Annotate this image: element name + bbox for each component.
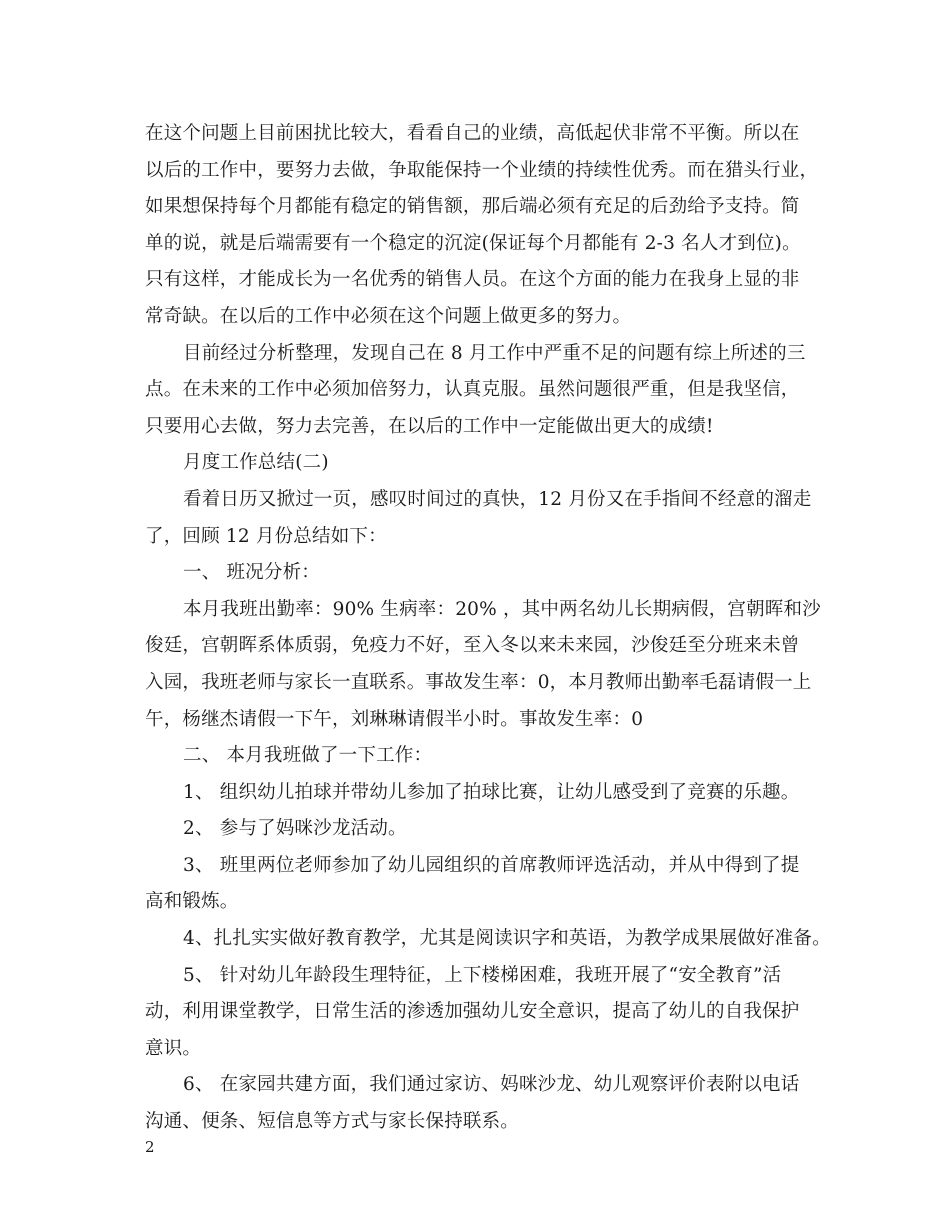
text-line: 本月我班出勤率：90% 生病率：20% ，其中两名幼儿长期病假，宫朝晖和沙 xyxy=(183,598,821,620)
text-line: 单的说，就是后端需要有一个稳定的沉淀(保证每个月都能有 2-3 名人才到位)。 xyxy=(145,232,801,254)
list-item: 4、扎扎实实做好教育教学，尤其是阅读识字和英语，为教学成果展做好准备。 xyxy=(183,928,831,950)
text-line: 常奇缺。在以后的工作中必须在这个问题上做更多的努力。 xyxy=(145,305,632,327)
text-line: 点。在未来的工作中必须加倍努力，认真克服。虽然问题很严重，但是我坚信， xyxy=(145,379,800,401)
list-item: 3、 班里两位老师参加了幼儿园组织的首席教师评选活动，并从中得到了提 xyxy=(183,854,800,876)
text-line: 以后的工作中，要努力去做，争取能保持一个业绩的持续性优秀。而在猎头行业， xyxy=(145,159,819,181)
text-line: 只有这样，才能成长为一名优秀的销售人员。在这个方面的能力在我身上显的非 xyxy=(145,269,800,291)
list-item: 1、 组织幼儿拍球并带幼儿参加了拍球比赛，让幼儿感受到了竞赛的乐趣。 xyxy=(183,781,800,803)
text-line: 高和锻炼。 xyxy=(145,891,239,913)
text-line: 只要用心去做，努力去完善，在以后的工作中一定能做出更大的成绩! xyxy=(145,415,714,437)
page-number: 2 xyxy=(145,1138,155,1156)
text-line: 目前经过分析整理，发现自己在 8 月工作中严重不足的问题有综上所述的三 xyxy=(183,342,806,364)
text-line: 看着日历又掀过一页，感叹时间过的真快，12 月份又在手指间不经意的溜走 xyxy=(183,488,812,510)
text-line: 俊廷，宫朝晖系体质弱，免疫力不好，至入冬以来未来园，沙俊廷至分班来未曾 xyxy=(145,635,800,657)
section-title: 月度工作总结(二) xyxy=(183,452,329,474)
text-line: 在这个问题上目前困扰比较大，看看自己的业绩，高低起伏非常不平衡。所以在 xyxy=(145,123,800,144)
section-heading: 二、 本月我班做了一下工作： xyxy=(183,745,433,767)
text-line: 动，利用课堂教学，日常生活的渗透加强幼儿安全意识，提高了幼儿的自我保护 xyxy=(145,1001,800,1023)
text-line: 沟通、便条、短信息等方式与家长保持联系。 xyxy=(145,1111,520,1133)
text-line: 如果想保持每个月都能有稳定的销售额，那后端必须有充足的后劲给予支持。简 xyxy=(145,196,800,218)
list-item: 5、 针对幼儿年龄段生理特征，上下楼梯困难，我班开展了“安全教育”活 xyxy=(183,964,782,986)
document-body xyxy=(145,116,831,1141)
text-line: 入园，我班老师与家长一直联系。事故发生率：0，本月教师出勤率毛磊请假一上 xyxy=(145,671,812,693)
text-line: 意识。 xyxy=(145,1037,202,1059)
list-item: 2、 参与了妈咪沙龙活动。 xyxy=(183,818,407,840)
list-item: 6、 在家园共建方面，我们通过家访、妈咪沙龙、幼儿观察评价表附以电话 xyxy=(183,1074,800,1096)
text-line: 午，杨继杰请假一下午，刘琳琳请假半小时。事故发生率：0 xyxy=(145,708,644,730)
text-line: 了，回顾 12 月份总结如下： xyxy=(145,525,387,547)
section-heading: 一、 班况分析： xyxy=(183,562,320,584)
